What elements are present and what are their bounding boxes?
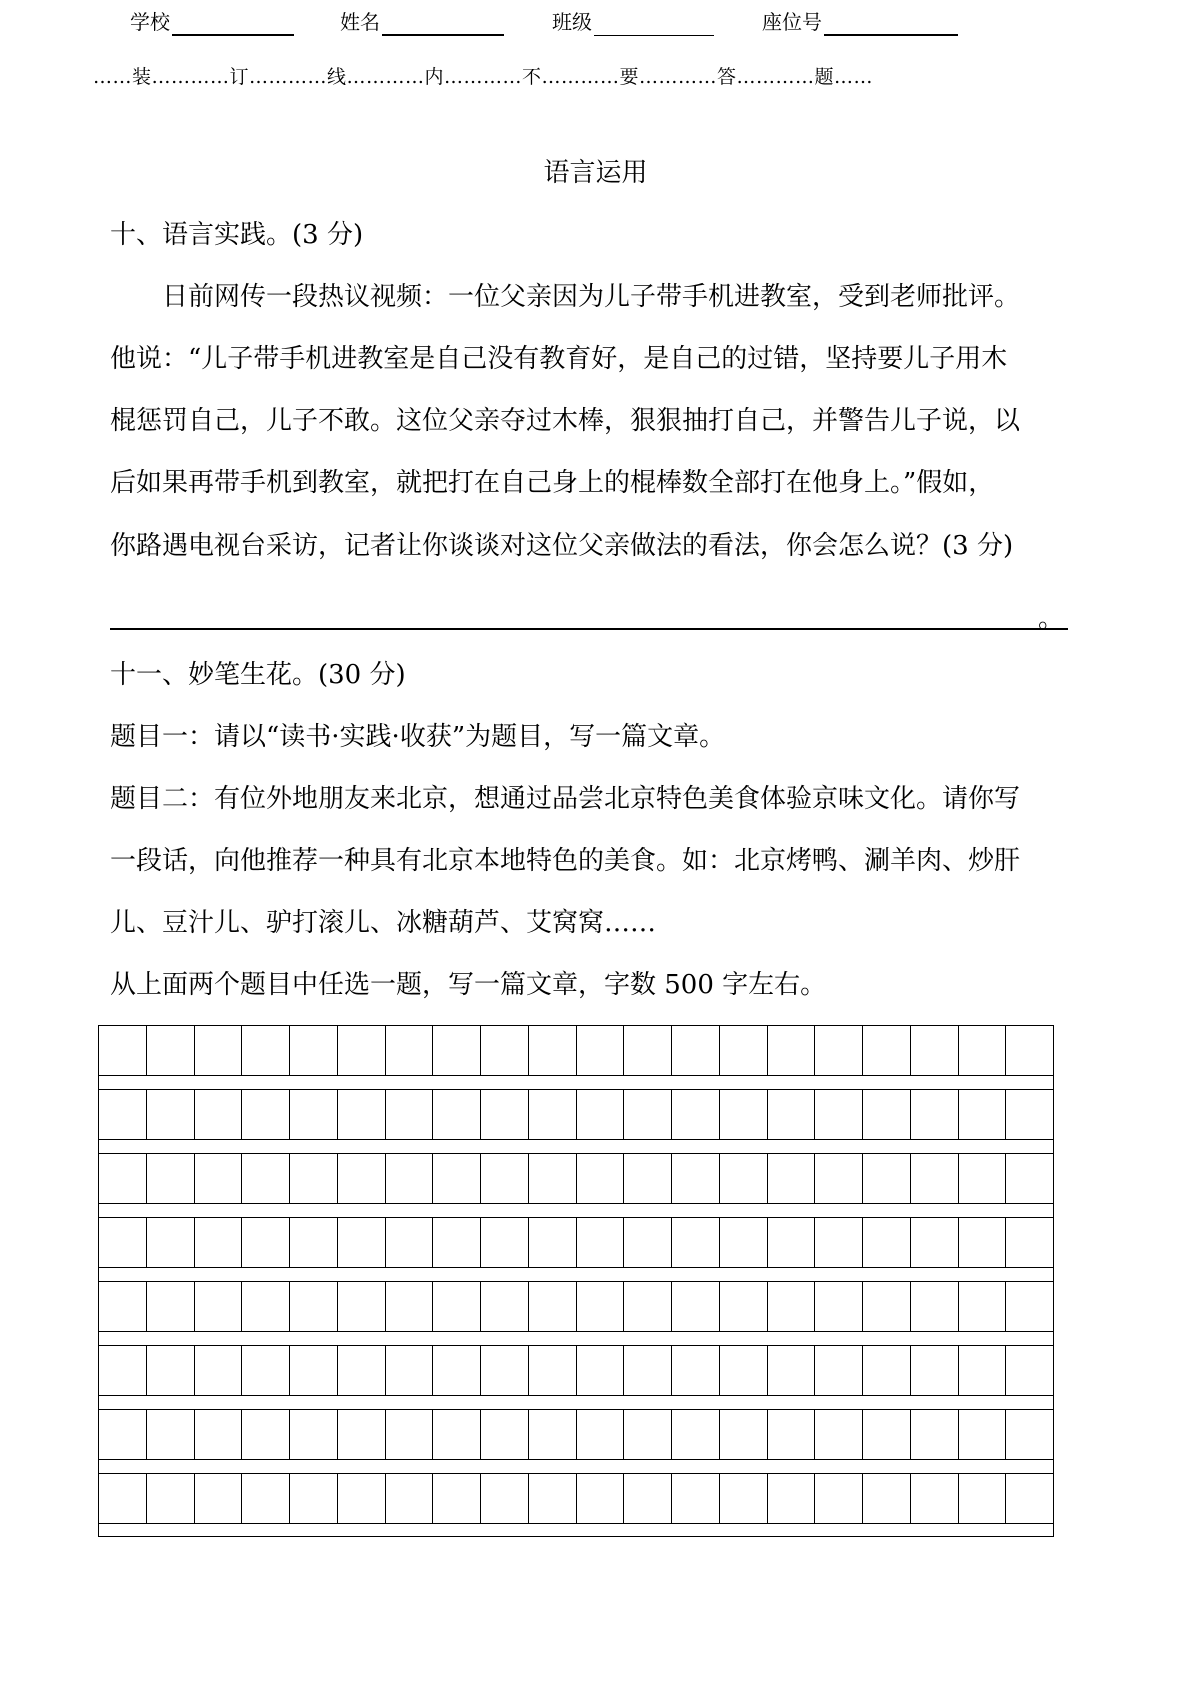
- grid-cell[interactable]: [720, 1026, 768, 1075]
- grid-cell[interactable]: [99, 1346, 147, 1395]
- grid-cell[interactable]: [959, 1282, 1007, 1331]
- grid-cell[interactable]: [577, 1218, 625, 1267]
- grid-cell[interactable]: [815, 1474, 863, 1523]
- grid-row-spacer: [98, 1204, 1054, 1217]
- grid-cell[interactable]: [863, 1026, 911, 1075]
- grid-cell[interactable]: [624, 1410, 672, 1459]
- school-input-line[interactable]: [172, 10, 294, 36]
- grid-cell[interactable]: [481, 1474, 529, 1523]
- grid-cell[interactable]: [1006, 1154, 1053, 1203]
- grid-cell[interactable]: [386, 1410, 434, 1459]
- grid-cell[interactable]: [195, 1474, 243, 1523]
- grid-cell[interactable]: [529, 1026, 577, 1075]
- school-label: 学校: [130, 10, 170, 34]
- grid-cell[interactable]: [815, 1410, 863, 1459]
- grid-cell[interactable]: [672, 1090, 720, 1139]
- grid-cell[interactable]: [1006, 1282, 1053, 1331]
- grid-cell[interactable]: [195, 1154, 243, 1203]
- grid-row: [98, 1409, 1054, 1460]
- section-title: 语言运用: [543, 158, 648, 188]
- grid-cell[interactable]: [529, 1474, 577, 1523]
- grid-cell[interactable]: [195, 1282, 243, 1331]
- q11-topic-2-line-1: 题目二：有位外地朋友来北京，想通过品尝北京特色美食体验京味文化。请你写: [110, 784, 1021, 814]
- grid-cell[interactable]: [863, 1090, 911, 1139]
- grid-cell[interactable]: [529, 1410, 577, 1459]
- grid-cell[interactable]: [720, 1410, 768, 1459]
- grid-cell[interactable]: [242, 1090, 290, 1139]
- grid-cell[interactable]: [672, 1282, 720, 1331]
- grid-cell[interactable]: [768, 1410, 816, 1459]
- grid-cell[interactable]: [959, 1218, 1007, 1267]
- grid-cell[interactable]: [290, 1154, 338, 1203]
- grid-cell[interactable]: [433, 1474, 481, 1523]
- grid-cell[interactable]: [863, 1218, 911, 1267]
- grid-cell[interactable]: [386, 1154, 434, 1203]
- grid-cell[interactable]: [386, 1090, 434, 1139]
- grid-cell[interactable]: [863, 1154, 911, 1203]
- grid-cell[interactable]: [195, 1346, 243, 1395]
- grid-cell[interactable]: [433, 1026, 481, 1075]
- q10-line-4: 后如果再带手机到教室，就把打在自己身上的棍棒数全部打在他身上。”假如，: [110, 468, 995, 498]
- grid-cell[interactable]: [815, 1026, 863, 1075]
- grid-row: [98, 1473, 1054, 1524]
- grid-cell[interactable]: [863, 1474, 911, 1523]
- grid-cell[interactable]: [911, 1090, 959, 1139]
- grid-cell[interactable]: [768, 1154, 816, 1203]
- seat-input-line[interactable]: [824, 10, 958, 36]
- grid-cell[interactable]: [577, 1346, 625, 1395]
- name-label: 姓名: [340, 10, 380, 34]
- grid-cell[interactable]: [672, 1474, 720, 1523]
- grid-cell[interactable]: [242, 1282, 290, 1331]
- q10-line-1: 日前网传一段热议视频：一位父亲因为儿子带手机进教室，受到老师批评。: [162, 282, 1021, 312]
- grid-cell[interactable]: [959, 1154, 1007, 1203]
- grid-cell[interactable]: [99, 1474, 147, 1523]
- grid-cell[interactable]: [815, 1154, 863, 1203]
- q11-topic-1: 题目一：请以“读书·实践·收获”为题目，写一篇文章。: [110, 722, 726, 752]
- grid-cell[interactable]: [672, 1346, 720, 1395]
- grid-cell[interactable]: [911, 1218, 959, 1267]
- grid-cell[interactable]: [863, 1282, 911, 1331]
- grid-cell[interactable]: [290, 1474, 338, 1523]
- grid-cell[interactable]: [672, 1218, 720, 1267]
- grid-cell[interactable]: [815, 1218, 863, 1267]
- q10-answer-period: 。: [1038, 604, 1065, 634]
- grid-row-spacer: [98, 1396, 1054, 1409]
- binding-line-notice: ……装…………订…………线…………内…………不…………要…………答…………题……: [93, 66, 874, 88]
- grid-cell[interactable]: [768, 1474, 816, 1523]
- grid-cell[interactable]: [242, 1154, 290, 1203]
- grid-cell[interactable]: [529, 1346, 577, 1395]
- grid-cell[interactable]: [911, 1026, 959, 1075]
- grid-cell[interactable]: [768, 1282, 816, 1331]
- grid-cell[interactable]: [290, 1026, 338, 1075]
- grid-cell[interactable]: [481, 1090, 529, 1139]
- grid-row: [98, 1025, 1054, 1076]
- grid-cell[interactable]: [481, 1154, 529, 1203]
- grid-cell[interactable]: [624, 1282, 672, 1331]
- grid-cell[interactable]: [195, 1218, 243, 1267]
- grid-cell[interactable]: [624, 1346, 672, 1395]
- grid-cell[interactable]: [147, 1474, 195, 1523]
- grid-cell[interactable]: [99, 1154, 147, 1203]
- grid-cell[interactable]: [863, 1346, 911, 1395]
- grid-cell[interactable]: [338, 1026, 386, 1075]
- grid-cell[interactable]: [624, 1090, 672, 1139]
- grid-cell[interactable]: [624, 1154, 672, 1203]
- grid-cell[interactable]: [577, 1026, 625, 1075]
- grid-cell[interactable]: [815, 1090, 863, 1139]
- grid-cell[interactable]: [99, 1282, 147, 1331]
- grid-cell[interactable]: [433, 1346, 481, 1395]
- grid-row-spacer: [98, 1268, 1054, 1281]
- student-info-header: [0, 8, 1191, 48]
- grid-cell[interactable]: [720, 1090, 768, 1139]
- grid-cell[interactable]: [529, 1154, 577, 1203]
- grid-cell[interactable]: [720, 1218, 768, 1267]
- grid-cell[interactable]: [147, 1026, 195, 1075]
- grid-row-spacer: [98, 1140, 1054, 1153]
- grid-cell[interactable]: [433, 1218, 481, 1267]
- grid-cell[interactable]: [147, 1218, 195, 1267]
- q10-line-3: 棍惩罚自己，儿子不敢。这位父亲夺过木棒，狠狠抽打自己，并警告儿子说，以: [110, 406, 1021, 436]
- grid-cell[interactable]: [768, 1346, 816, 1395]
- grid-row-spacer: [98, 1332, 1054, 1345]
- grid-cell[interactable]: [242, 1026, 290, 1075]
- grid-row-spacer: [98, 1524, 1054, 1537]
- grid-cell[interactable]: [99, 1026, 147, 1075]
- grid-cell[interactable]: [672, 1410, 720, 1459]
- grid-cell[interactable]: [338, 1218, 386, 1267]
- grid-cell[interactable]: [242, 1346, 290, 1395]
- grid-cell[interactable]: [290, 1410, 338, 1459]
- grid-cell[interactable]: [529, 1218, 577, 1267]
- grid-cell[interactable]: [672, 1026, 720, 1075]
- grid-cell[interactable]: [911, 1282, 959, 1331]
- grid-cell[interactable]: [99, 1410, 147, 1459]
- grid-cell[interactable]: [577, 1410, 625, 1459]
- grid-cell[interactable]: [768, 1026, 816, 1075]
- q11-instruction: 从上面两个题目中任选一题，写一篇文章，字数 500 字左右。: [110, 970, 827, 1000]
- grid-cell[interactable]: [147, 1090, 195, 1139]
- class-input-line[interactable]: [594, 11, 714, 36]
- grid-row: [98, 1153, 1054, 1204]
- class-field: [552, 8, 714, 36]
- grid-cell[interactable]: [815, 1282, 863, 1331]
- grid-cell[interactable]: [624, 1218, 672, 1267]
- grid-cell[interactable]: [768, 1090, 816, 1139]
- grid-cell[interactable]: [386, 1026, 434, 1075]
- grid-row-spacer: [98, 1076, 1054, 1089]
- grid-cell[interactable]: [1006, 1346, 1053, 1395]
- grid-cell[interactable]: [481, 1026, 529, 1075]
- grid-cell[interactable]: [147, 1410, 195, 1459]
- grid-row: [98, 1089, 1054, 1140]
- grid-row-spacer: [98, 1460, 1054, 1473]
- q10-line-2: 他说：“儿子带手机进教室是自己没有教育好，是自己的过错，坚持要儿子用木: [110, 344, 1008, 374]
- grid-cell[interactable]: [720, 1154, 768, 1203]
- grid-cell[interactable]: [147, 1154, 195, 1203]
- grid-cell[interactable]: [338, 1410, 386, 1459]
- grid-cell[interactable]: [720, 1474, 768, 1523]
- q11-topic-2-line-2: 一段话，向他推荐一种具有北京本地特色的美食。如：北京烤鸭、涮羊肉、炒肝: [110, 846, 1021, 876]
- grid-cell[interactable]: [577, 1154, 625, 1203]
- grid-cell[interactable]: [577, 1090, 625, 1139]
- grid-cell[interactable]: [529, 1090, 577, 1139]
- grid-cell[interactable]: [195, 1026, 243, 1075]
- grid-cell[interactable]: [624, 1026, 672, 1075]
- seat-field: [762, 8, 958, 36]
- grid-cell[interactable]: [99, 1090, 147, 1139]
- grid-cell[interactable]: [1006, 1026, 1053, 1075]
- grid-cell[interactable]: [911, 1346, 959, 1395]
- seat-label: 座位号: [762, 10, 822, 34]
- q11-topic-2-line-3: 儿、豆汁儿、驴打滚儿、冰糖葫芦、艾窝窝……: [110, 908, 657, 938]
- grid-cell[interactable]: [433, 1090, 481, 1139]
- grid-cell[interactable]: [577, 1282, 625, 1331]
- grid-cell[interactable]: [147, 1346, 195, 1395]
- class-label: 班级: [552, 10, 592, 34]
- grid-cell[interactable]: [195, 1090, 243, 1139]
- school-field: [130, 8, 294, 36]
- grid-cell[interactable]: [386, 1282, 434, 1331]
- grid-row: [98, 1217, 1054, 1268]
- grid-cell[interactable]: [433, 1410, 481, 1459]
- grid-cell[interactable]: [242, 1474, 290, 1523]
- grid-cell[interactable]: [1006, 1218, 1053, 1267]
- name-field: [340, 8, 504, 36]
- grid-cell[interactable]: [290, 1346, 338, 1395]
- grid-row: [98, 1281, 1054, 1332]
- grid-cell[interactable]: [959, 1026, 1007, 1075]
- grid-cell[interactable]: [481, 1282, 529, 1331]
- grid-cell[interactable]: [99, 1218, 147, 1267]
- q10-answer-line[interactable]: [110, 628, 1068, 630]
- grid-cell[interactable]: [624, 1474, 672, 1523]
- grid-cell[interactable]: [338, 1282, 386, 1331]
- composition-writing-grid: [98, 1025, 1054, 1537]
- q10-line-5: 你路遇电视台采访，记者让你谈谈对这位父亲做法的看法，你会怎么说？(3 分): [110, 531, 1014, 561]
- grid-cell[interactable]: [911, 1474, 959, 1523]
- grid-cell[interactable]: [147, 1282, 195, 1331]
- grid-cell[interactable]: [481, 1346, 529, 1395]
- grid-cell[interactable]: [386, 1346, 434, 1395]
- q10-heading: 十、语言实践。(3 分): [110, 220, 364, 250]
- grid-row: [98, 1345, 1054, 1396]
- grid-cell[interactable]: [338, 1154, 386, 1203]
- grid-cell[interactable]: [720, 1282, 768, 1331]
- grid-cell[interactable]: [290, 1282, 338, 1331]
- grid-cell[interactable]: [815, 1346, 863, 1395]
- grid-cell[interactable]: [768, 1218, 816, 1267]
- grid-cell[interactable]: [338, 1474, 386, 1523]
- grid-cell[interactable]: [911, 1154, 959, 1203]
- grid-cell[interactable]: [338, 1346, 386, 1395]
- grid-cell[interactable]: [195, 1410, 243, 1459]
- grid-cell[interactable]: [290, 1218, 338, 1267]
- q11-heading: 十一、妙笔生花。(30 分): [110, 660, 406, 690]
- grid-cell[interactable]: [959, 1346, 1007, 1395]
- grid-cell[interactable]: [672, 1154, 720, 1203]
- grid-cell[interactable]: [959, 1410, 1007, 1459]
- grid-cell[interactable]: [1006, 1474, 1053, 1523]
- grid-cell[interactable]: [290, 1090, 338, 1139]
- grid-cell[interactable]: [386, 1218, 434, 1267]
- grid-cell[interactable]: [911, 1410, 959, 1459]
- grid-cell[interactable]: [529, 1282, 577, 1331]
- grid-cell[interactable]: [433, 1154, 481, 1203]
- grid-cell[interactable]: [242, 1218, 290, 1267]
- grid-cell[interactable]: [1006, 1090, 1053, 1139]
- grid-cell[interactable]: [338, 1090, 386, 1139]
- grid-cell[interactable]: [386, 1474, 434, 1523]
- grid-cell[interactable]: [720, 1346, 768, 1395]
- name-input-line[interactable]: [382, 10, 504, 36]
- grid-cell[interactable]: [959, 1474, 1007, 1523]
- grid-cell[interactable]: [481, 1410, 529, 1459]
- grid-cell[interactable]: [577, 1474, 625, 1523]
- grid-cell[interactable]: [433, 1282, 481, 1331]
- grid-cell[interactable]: [959, 1090, 1007, 1139]
- grid-cell[interactable]: [1006, 1410, 1053, 1459]
- grid-cell[interactable]: [863, 1410, 911, 1459]
- grid-cell[interactable]: [242, 1410, 290, 1459]
- grid-cell[interactable]: [481, 1218, 529, 1267]
